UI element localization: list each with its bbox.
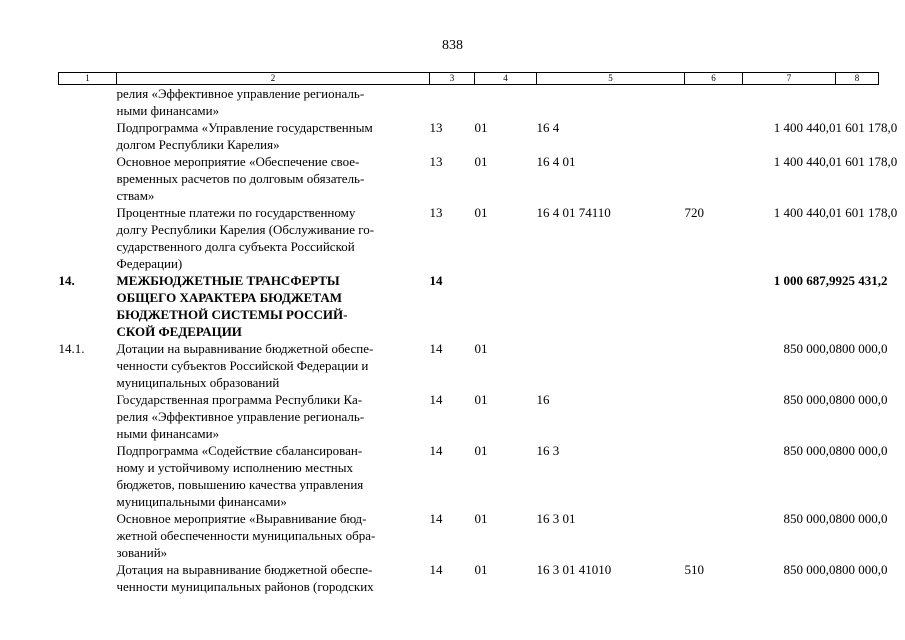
subsection-code: 01 — [474, 154, 488, 169]
item-number — [59, 442, 117, 510]
item-name-line: релия «Эффективное управление региональ- — [116, 409, 365, 424]
table-row — [59, 561, 879, 595]
amount-year-1: 1 400 440,0 — [773, 154, 836, 169]
subsection-code: 01 — [474, 341, 488, 356]
budget-table — [58, 72, 898, 595]
table-row — [59, 272, 879, 340]
amount-year-2: 800 000,0 — [835, 392, 888, 407]
subsection-code — [475, 272, 537, 340]
column-number-header: 5 — [537, 73, 685, 85]
expense-type-code — [685, 85, 743, 120]
item-name-line: Основное мероприятие «Обеспечение свое- — [116, 154, 360, 169]
item-name-line: Основное мероприятие «Выравнивание бюд- — [116, 511, 367, 526]
expense-type-code — [685, 153, 743, 204]
item-name — [117, 442, 430, 510]
item-name-line: ченности субъектов Российской Федерации и — [116, 358, 369, 373]
column-number-header: 3 — [430, 73, 475, 85]
subsection-code: 01 — [474, 562, 488, 577]
item-name-line: Подпрограмма «Управление государственным — [116, 120, 373, 135]
item-name-line: СКОЙ ФЕДЕРАЦИИ — [116, 324, 242, 339]
item-name-line: сударственного долга субъекта Российской — [116, 239, 355, 254]
amount-year-2: 800 000,0 — [835, 511, 888, 526]
item-name-line: Дотации на выравнивание бюджетной обеспе- — [116, 341, 374, 356]
item-name-line: муниципальными финансами» — [116, 494, 287, 509]
item-name-line: ными финансами» — [116, 426, 220, 441]
expense-type-code: 510 — [684, 562, 704, 577]
item-name — [117, 204, 430, 272]
amount-year-1 — [743, 85, 836, 120]
item-name-line: МЕЖБЮДЖЕТНЫЕ ТРАНСФЕРТЫ — [116, 273, 340, 288]
target-article-code — [537, 85, 685, 120]
column-number-header: 8 — [836, 73, 879, 85]
item-name-line: релия «Эффективное управление региональ- — [116, 86, 365, 101]
table-row — [59, 442, 879, 510]
table-row — [59, 119, 879, 153]
item-name-line: муниципальных образований — [116, 375, 280, 390]
item-name-line: ствам» — [116, 188, 155, 203]
column-number-row — [59, 73, 879, 85]
item-name-line: долгу Республики Карелия (Обслуживание го- — [116, 222, 375, 237]
item-name — [117, 340, 430, 391]
column-number-header: 4 — [475, 73, 537, 85]
expense-type-code — [685, 272, 743, 340]
table-body — [58, 85, 898, 596]
subsection-code: 01 — [474, 205, 488, 220]
amount-year-2: 1 601 178,0 — [835, 120, 898, 135]
item-name-line: ными финансами» — [116, 103, 220, 118]
expense-type-code — [685, 340, 743, 391]
section-code: 14 — [429, 273, 443, 288]
item-name-line: Федерации) — [116, 256, 183, 271]
target-article-code — [537, 340, 685, 391]
amount-year-1: 1 400 440,0 — [773, 205, 836, 220]
item-name — [117, 561, 430, 595]
expense-type-code — [685, 442, 743, 510]
item-number — [59, 153, 117, 204]
item-name — [117, 85, 430, 120]
subsection-code — [475, 85, 537, 120]
target-article-code: 16 — [536, 392, 550, 407]
item-name-line: временных расчетов по долговым обязатель- — [116, 171, 365, 186]
page-number: 838 — [442, 38, 463, 53]
item-name — [117, 272, 430, 340]
item-name-line: ченности муниципальных районов (городских — [116, 579, 374, 594]
item-name-line: жетной обеспеченности муниципальных обра- — [116, 528, 376, 543]
amount-year-2: 925 431,2 — [835, 273, 888, 288]
table-row — [59, 85, 879, 120]
item-number — [59, 510, 117, 561]
subsection-code: 01 — [474, 392, 488, 407]
item-name — [117, 391, 430, 442]
section-code: 14 — [429, 341, 443, 356]
expense-type-code: 720 — [684, 205, 704, 220]
expense-type-code — [685, 119, 743, 153]
item-name-line: зований» — [116, 545, 168, 560]
item-number: 14. — [58, 273, 75, 288]
amount-year-1: 850 000,0 — [783, 511, 836, 526]
item-name-line: БЮДЖЕТНОЙ СИСТЕМЫ РОССИЙ- — [116, 307, 348, 322]
table-row — [59, 153, 879, 204]
amount-year-2: 1 601 178,0 — [835, 205, 898, 220]
section-code — [430, 85, 475, 120]
item-name-line: ному и устойчивому исполнению местных — [116, 460, 353, 475]
amount-year-1: 1 400 440,0 — [773, 120, 836, 135]
item-name-line: долгом Республики Карелия» — [116, 137, 280, 152]
item-name-line: Дотация на выравнивание бюджетной обеспе- — [116, 562, 373, 577]
table-row — [59, 510, 879, 561]
item-name-line: бюджетов, повышению качества управления — [116, 477, 364, 492]
table-row — [59, 204, 879, 272]
amount-year-1: 850 000,0 — [783, 562, 836, 577]
section-code: 13 — [429, 154, 443, 169]
column-number-header: 7 — [743, 73, 836, 85]
expense-type-code — [685, 391, 743, 442]
table-row — [59, 391, 879, 442]
target-article-code: 16 3 01 — [536, 511, 576, 526]
amount-year-1: 850 000,0 — [783, 392, 836, 407]
amount-year-1: 850 000,0 — [783, 443, 836, 458]
amount-year-1: 850 000,0 — [783, 341, 836, 356]
target-article-code: 16 3 — [536, 443, 560, 458]
amount-year-2: 800 000,0 — [835, 341, 888, 356]
amount-year-1: 1 000 687,9 — [773, 273, 836, 288]
amount-year-2 — [836, 85, 879, 120]
item-name-line: Процентные платежи по государственному — [116, 205, 356, 220]
item-number — [59, 119, 117, 153]
subsection-code: 01 — [474, 443, 488, 458]
subsection-code: 01 — [474, 120, 488, 135]
item-name-line: Подпрограмма «Содействие сбалансирован- — [116, 443, 363, 458]
section-code: 14 — [429, 443, 443, 458]
column-number-header: 6 — [685, 73, 743, 85]
item-name — [117, 119, 430, 153]
section-code: 14 — [429, 511, 443, 526]
table-row — [59, 340, 879, 391]
expense-type-code — [685, 510, 743, 561]
amount-year-2: 800 000,0 — [835, 443, 888, 458]
section-code: 14 — [429, 392, 443, 407]
item-name-line: ОБЩЕГО ХАРАКТЕРА БЮДЖЕТАМ — [116, 290, 342, 305]
item-number: 14.1. — [58, 341, 85, 356]
amount-year-2: 800 000,0 — [835, 562, 888, 577]
item-name — [117, 510, 430, 561]
amount-year-2: 1 601 178,0 — [835, 154, 898, 169]
column-number-header: 2 — [117, 73, 430, 85]
column-number-header: 1 — [59, 73, 117, 85]
target-article-code: 16 3 01 41010 — [536, 562, 612, 577]
target-article-code — [537, 272, 685, 340]
item-name — [117, 153, 430, 204]
item-name-line: Государственная программа Республики Ка- — [116, 392, 363, 407]
subsection-code: 01 — [474, 511, 488, 526]
item-number — [59, 204, 117, 272]
item-number — [59, 391, 117, 442]
section-code: 13 — [429, 205, 443, 220]
section-code: 14 — [429, 562, 443, 577]
item-number — [59, 561, 117, 595]
section-code: 13 — [429, 120, 443, 135]
target-article-code: 16 4 01 74110 — [536, 205, 611, 220]
item-number — [59, 85, 117, 120]
target-article-code: 16 4 — [536, 120, 560, 135]
target-article-code: 16 4 01 — [536, 154, 576, 169]
